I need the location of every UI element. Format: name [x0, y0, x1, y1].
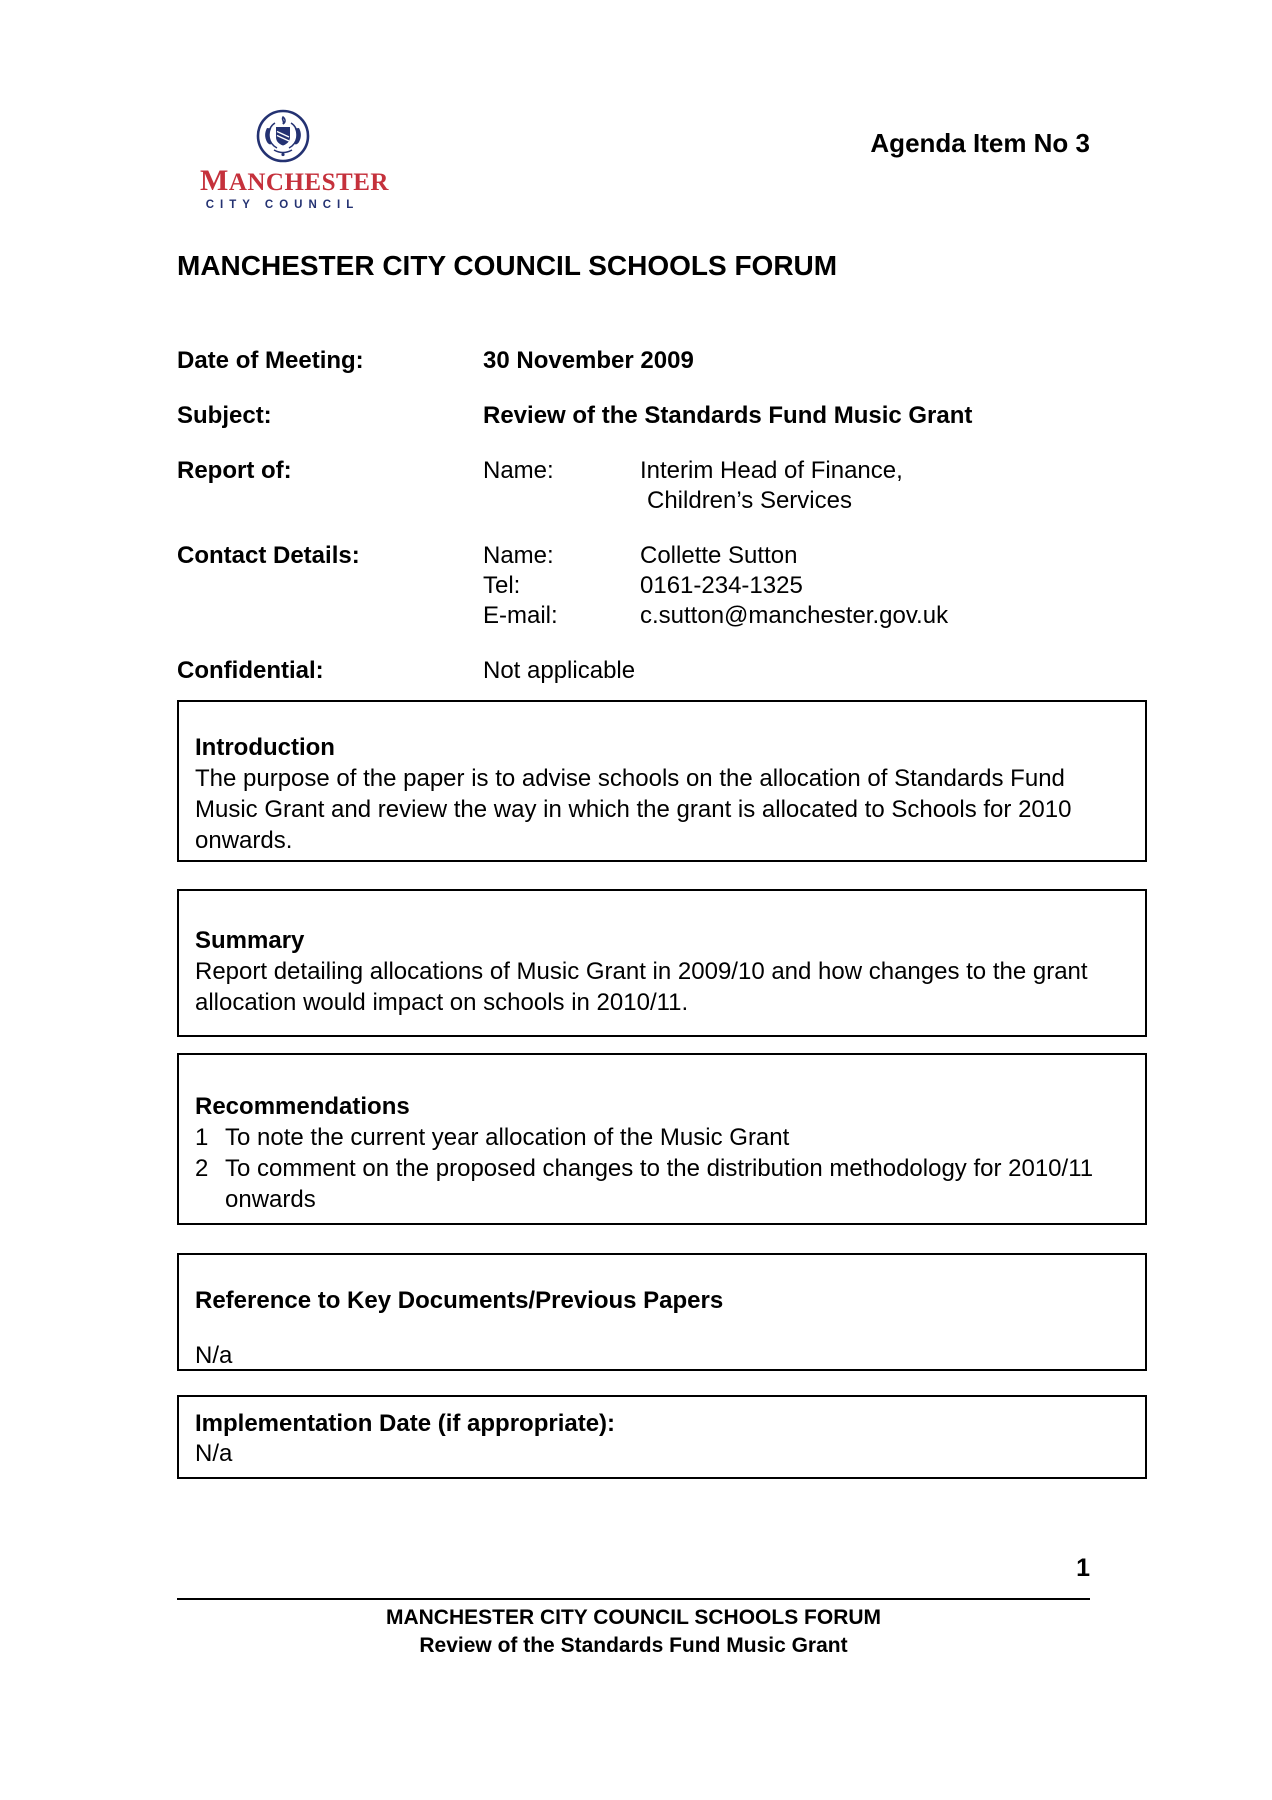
- reference-body: N/a: [195, 1342, 233, 1369]
- introduction-box: [177, 700, 1147, 862]
- report-of-label: Report of:: [177, 457, 292, 484]
- recommendations-heading: Recommendations: [195, 1093, 410, 1120]
- meta-row-subject: [177, 401, 1157, 431]
- subject-value: Review of the Standards Fund Music Grant: [483, 402, 973, 429]
- page-footer: [177, 1604, 1090, 1660]
- report-name-values: [640, 456, 1157, 516]
- implementation-heading: Implementation Date (if appropriate):: [195, 1410, 616, 1437]
- contact-email-key: E-mail:: [483, 602, 558, 629]
- footer-line1: MANCHESTER CITY COUNCIL SCHOOLS FORUM: [385, 1606, 882, 1629]
- contact-email-value: c.sutton@manchester.gov.uk: [640, 602, 949, 629]
- report-name-key: Name:: [483, 457, 554, 484]
- recommendation-item: [195, 1153, 1129, 1215]
- reference-box: [177, 1253, 1147, 1371]
- contact-name-value: Collette Sutton: [640, 542, 798, 569]
- contact-label: Contact Details:: [177, 542, 360, 569]
- council-logo: [200, 108, 389, 212]
- recommendation-text: To comment on the proposed changes to the distribution methodology for 2010/11 onwards: [225, 1155, 1094, 1213]
- recommendation-number: 2: [195, 1155, 209, 1182]
- report-name-line2: Children’s Services: [647, 487, 852, 514]
- agenda-item-label: Agenda Item No 3: [870, 128, 1090, 158]
- confidential-value: Not applicable: [483, 657, 636, 684]
- date-value: 30 November 2009: [483, 347, 694, 374]
- meta-section: [177, 346, 1157, 711]
- logo-wordmark: MANCHESTER: [200, 164, 389, 197]
- contact-details: [483, 541, 1157, 631]
- logo-subtitle: CITY COUNCIL: [205, 199, 360, 211]
- date-label: Date of Meeting:: [177, 347, 364, 374]
- contact-tel-value: 0161-234-1325: [640, 572, 803, 599]
- recommendations-box: [177, 1053, 1147, 1225]
- meta-row-confidential: [177, 656, 1157, 686]
- recommendation-item: [195, 1122, 1129, 1153]
- recommendation-text: To note the current year allocation of the Music Grant: [225, 1124, 790, 1151]
- introduction-body: The purpose of the paper is to advise schools on the allocation of Standards Fund Music Grant and review the way in which the grant is allocated to Schools for 2010 onwards.: [195, 765, 1072, 854]
- summary-box: [177, 889, 1147, 1037]
- page-number: 1: [1076, 1554, 1090, 1582]
- report-name-line1: Interim Head of Finance,: [640, 457, 903, 484]
- meta-row-contact: [177, 541, 1157, 631]
- contact-tel-key: Tel:: [483, 572, 521, 599]
- introduction-heading: Introduction: [195, 734, 335, 761]
- implementation-body: N/a: [195, 1440, 233, 1467]
- footer-divider: [177, 1598, 1090, 1600]
- summary-heading: Summary: [195, 927, 305, 954]
- recommendation-number: 1: [195, 1124, 209, 1151]
- page-title: MANCHESTER CITY COUNCIL SCHOOLS FORUM: [177, 250, 838, 281]
- meta-row-report-of: [177, 456, 1157, 516]
- summary-body: Report detailing allocations of Music Grant in 2009/10 and how changes to the grant allocation would impact on schools in 2010/11.: [195, 958, 1088, 1016]
- footer-line2: Review of the Standards Fund Music Grant: [419, 1634, 848, 1657]
- contact-name-key: Name:: [483, 542, 554, 569]
- confidential-label: Confidential:: [177, 657, 324, 684]
- reference-heading: Reference to Key Documents/Previous Papers: [195, 1287, 724, 1314]
- council-crest-icon: [254, 108, 312, 166]
- subject-label: Subject:: [177, 402, 272, 429]
- meta-row-date: [177, 346, 1157, 376]
- implementation-box: [177, 1395, 1147, 1479]
